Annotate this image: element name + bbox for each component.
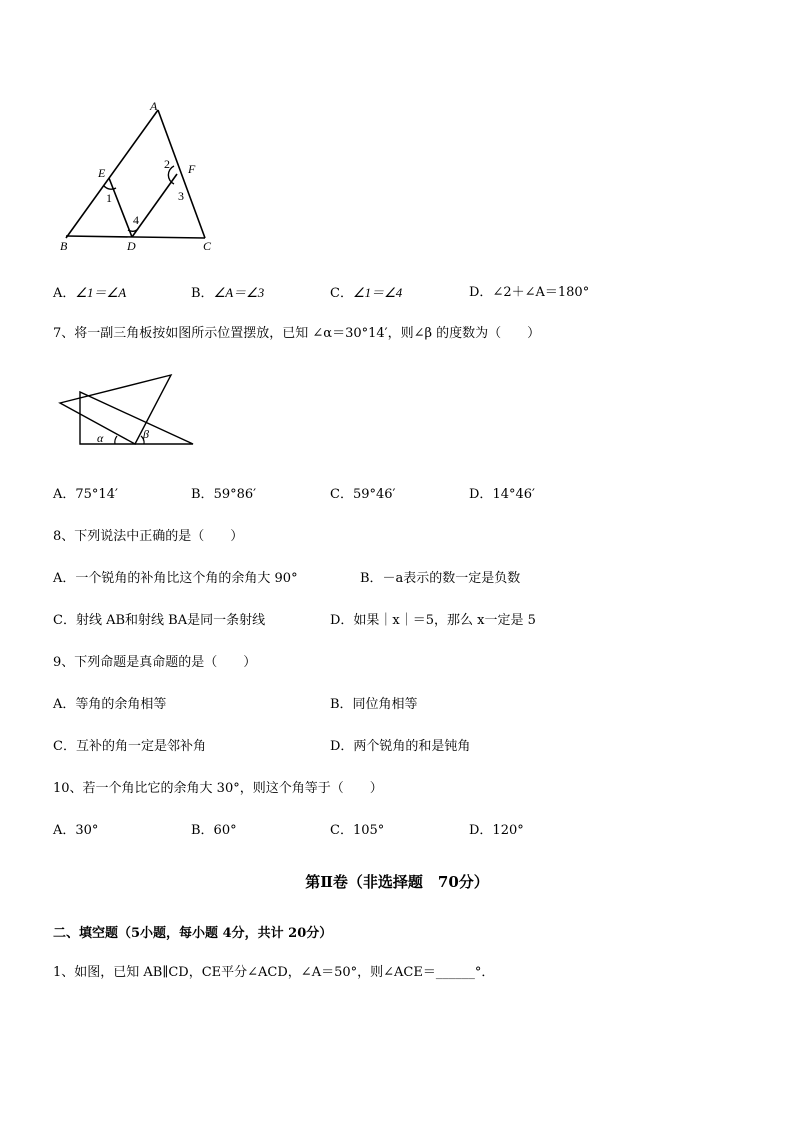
label-angle-2: 2 xyxy=(164,157,170,171)
option-text: 75°14′ xyxy=(75,487,118,502)
label-angle-4: 4 xyxy=(133,213,139,227)
q8-stem: 8、下列说法中正确的是（ ） xyxy=(53,529,244,544)
label-C: C xyxy=(203,239,212,253)
slanted-triangle xyxy=(60,375,171,444)
label-A: A xyxy=(150,99,158,113)
q6-option-b[interactable] xyxy=(191,284,264,303)
label-E: E xyxy=(98,166,106,180)
option-letter: C． xyxy=(330,286,353,301)
option-text: 59°46′ xyxy=(352,487,396,502)
q8-option-c[interactable]: C．射线 AB和射线 BA是同一条射线 xyxy=(53,613,266,628)
q9-option-d[interactable]: D．两个锐角的和是钝角 xyxy=(330,739,471,754)
q7-option-a[interactable] xyxy=(53,486,118,504)
label-angle-3: 3 xyxy=(178,189,184,203)
angle-arc-alpha xyxy=(115,436,117,444)
option-text: 59°86′ xyxy=(213,487,257,502)
option-text: ∠2＋∠A＝180° xyxy=(492,285,590,300)
option-letter: C． xyxy=(330,487,353,502)
q8-option-b[interactable]: B．－a表示的数一定是负数 xyxy=(360,571,521,586)
q6-option-a[interactable] xyxy=(53,284,126,303)
segment-DF xyxy=(132,174,177,237)
q8-option-d[interactable]: D．如果｜x｜＝5，那么 x一定是 5 xyxy=(330,613,536,628)
q6-option-c[interactable] xyxy=(330,284,402,303)
q6-option-d[interactable] xyxy=(469,284,589,302)
q9-stem: 9、下列命题是真命题的是（ ） xyxy=(53,655,257,670)
q10-stem: 10、若一个角比它的余角大 30°，则这个角等于（ ） xyxy=(53,781,383,796)
fill-question-1: 1、如图，已知 AB∥CD，CE平分∠ACD，∠A＝50°，则∠ACE＝______°． xyxy=(53,965,495,980)
q10-option-c[interactable]: C．105° xyxy=(330,823,385,838)
label-D: D xyxy=(127,239,136,253)
q10-option-a[interactable]: A．30° xyxy=(53,823,99,838)
q7-stem: 7、将一副三角板按如图所示位置摆放，已知 ∠α＝30°14′，则∠β 的度数为（ ） xyxy=(53,326,541,341)
label-F: F xyxy=(188,162,196,176)
option-text: ∠1＝∠4 xyxy=(352,285,403,300)
section-heading: 二、填空题（5小题，每小题 4分，共计 20分） xyxy=(53,926,333,941)
label-B: B xyxy=(60,239,68,253)
q8-option-a[interactable]: A．一个锐角的补角比这个角的余角大 90° xyxy=(53,571,298,586)
label-beta: β xyxy=(143,427,149,441)
q7-option-d[interactable] xyxy=(469,486,535,504)
q7-option-b[interactable] xyxy=(191,486,256,504)
label-alpha: α xyxy=(97,431,104,445)
q9-option-a[interactable]: A．等角的余角相等 xyxy=(53,697,167,712)
angle-arc-1 xyxy=(104,186,116,189)
option-text: 14°46′ xyxy=(492,487,535,502)
q9-option-c[interactable]: C．互补的角一定是邻补角 xyxy=(53,739,206,754)
side-BC xyxy=(66,236,205,238)
option-letter: A． xyxy=(53,487,76,502)
option-text: ∠A＝∠3 xyxy=(213,285,265,300)
q9-option-b[interactable]: B．同位角相等 xyxy=(330,697,418,712)
q10-option-b[interactable]: B．60° xyxy=(191,823,237,838)
geometry-figure-triangle xyxy=(50,98,230,258)
option-letter: B． xyxy=(191,286,214,301)
option-letter: D． xyxy=(469,285,493,300)
option-letter: D． xyxy=(469,487,493,502)
q10-option-d[interactable]: D．120° xyxy=(469,823,524,838)
geometry-figure-set-squares xyxy=(55,370,200,450)
segment-ED xyxy=(109,178,132,237)
option-letter: B． xyxy=(191,487,214,502)
side-AC xyxy=(158,110,205,238)
option-text: ∠1＝∠A xyxy=(75,285,127,300)
label-angle-1: 1 xyxy=(106,191,112,205)
part-title: 第Ⅱ卷（非选择题 70分） xyxy=(305,873,489,891)
option-letter: A． xyxy=(53,286,76,301)
q7-option-c[interactable] xyxy=(330,486,396,504)
